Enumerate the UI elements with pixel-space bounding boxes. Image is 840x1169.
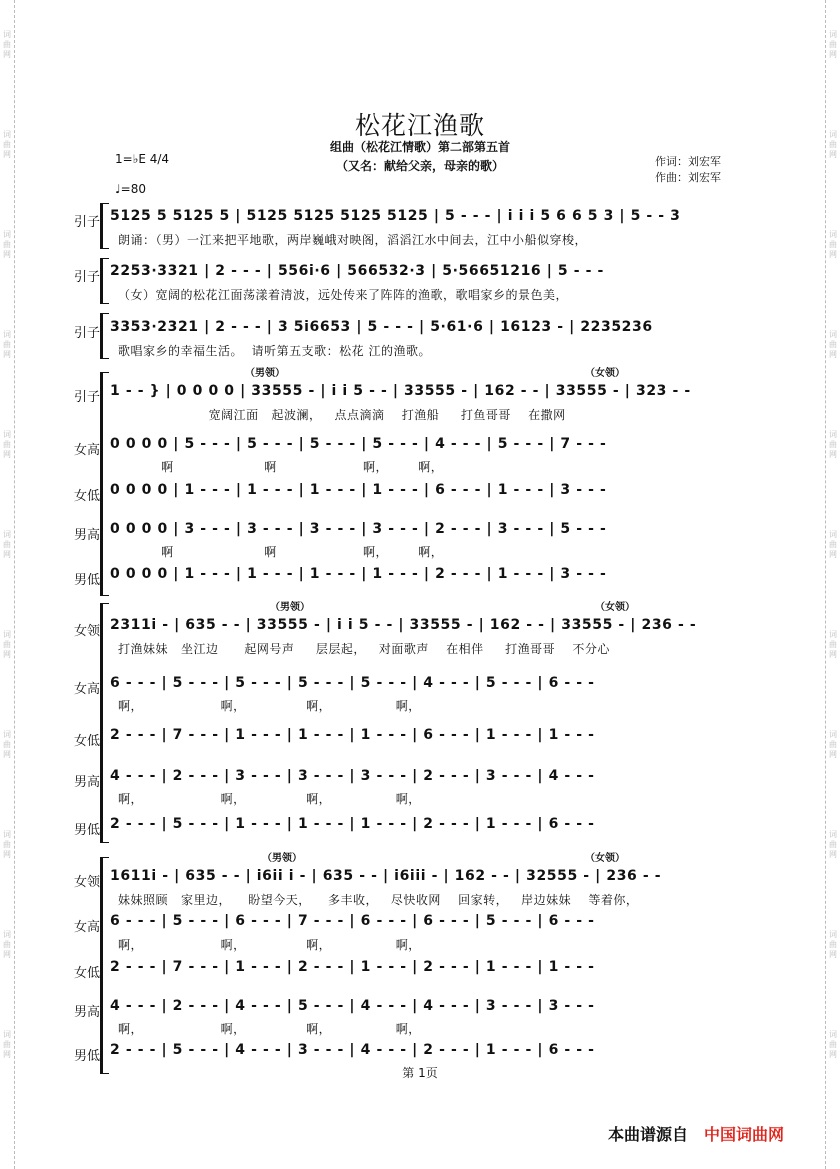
part-label: 男低 bbox=[73, 1049, 100, 1064]
watermark-right: 词曲网 bbox=[829, 330, 837, 359]
lyric-row: 妹妹照顾 家里边， 盼望今天， 多丰收， 尽快收网 回家转， 岸边妹妹 等着你， bbox=[118, 893, 639, 907]
watermark-right: 词曲网 bbox=[829, 730, 837, 759]
notation-row: 6 - - - | 5 - - - | 5 - - - | 5 - - - | 5 - - - | 4 - - - | 5 - - - | 6 - - - bbox=[110, 675, 595, 691]
part-label: 女低 bbox=[73, 489, 100, 504]
part-label: 引子 bbox=[73, 215, 100, 230]
part-label: 女领 bbox=[73, 624, 100, 639]
right-margin-strip bbox=[825, 0, 840, 1169]
watermark-left: 词曲网 bbox=[3, 230, 11, 259]
part-label: 女高 bbox=[73, 920, 100, 935]
notation-row: 2311i - | 635 - - | 33555 - | i i 5 - - | 33555 - | 162 - - | 33555 - | 236 - - bbox=[110, 617, 697, 633]
system-bracket bbox=[100, 857, 109, 1074]
notation-row: 2253·3321 | 2 - - - | 556i·6 | 566532·3 | 5·56651216 | 5 - - - bbox=[110, 263, 604, 279]
notation-row: 3353·2321 | 2 - - - | 3 5i6653 | 5 - - - | 5·61·6 | 16123 - | 2235236 bbox=[110, 319, 653, 335]
watermark-left: 词曲网 bbox=[3, 730, 11, 759]
part-label: 女领 bbox=[73, 875, 100, 890]
watermark-right: 词曲网 bbox=[829, 630, 837, 659]
notation-row: 1 - - } | 0 0 0 0 | 33555 - | i i 5 - - | 33555 - | 162 - - | 33555 - | 323 - - bbox=[110, 383, 691, 399]
notation-row: 2 - - - | 5 - - - | 1 - - - | 1 - - - | 1 - - - | 2 - - - | 1 - - - | 6 - - - bbox=[110, 816, 595, 832]
lyric-row: 啊， 啊， 啊， 啊， bbox=[118, 792, 421, 806]
system-bracket bbox=[100, 258, 109, 304]
part-label: 男低 bbox=[73, 573, 100, 588]
lyric-row: 打渔妹妹 坐江边 起网号声 层层起， 对面歌声 在相伴 打渔哥哥 不分心 bbox=[118, 642, 610, 656]
notation-row: 2 - - - | 5 - - - | 4 - - - | 3 - - - | 4 - - - | 2 - - - | 1 - - - | 6 - - - bbox=[110, 1042, 595, 1058]
notation-row: 2 - - - | 7 - - - | 1 - - - | 2 - - - | 1 - - - | 2 - - - | 1 - - - | 1 - - - bbox=[110, 959, 595, 975]
lyric-row: 啊， 啊， 啊， 啊， bbox=[118, 938, 421, 952]
watermark-right: 词曲网 bbox=[829, 830, 837, 859]
source-brand-link[interactable]: 中国词曲网 bbox=[704, 1125, 785, 1144]
notation-row: 5125 5 5125 5 | 5125 5125 5125 5125 | 5 - - - | i i i 5 6 6 5 3 | 5 - - 3 bbox=[110, 208, 681, 224]
part-label: 男高 bbox=[73, 528, 100, 543]
part-label: 男高 bbox=[73, 775, 100, 790]
notation-row: 4 - - - | 2 - - - | 4 - - - | 5 - - - | 4 - - - | 4 - - - | 3 - - - | 3 - - - bbox=[110, 998, 595, 1014]
lyric-row: 啊 啊 啊， 啊， bbox=[118, 545, 444, 559]
source-credit bbox=[608, 1122, 784, 1145]
lyric-row: 歌唱家乡的幸福生活。 请听第五支歌：松花 江的渔歌。 bbox=[118, 344, 431, 358]
watermark-right: 词曲网 bbox=[829, 230, 837, 259]
score-title: 松花江渔歌 bbox=[354, 111, 485, 140]
watermark-left: 词曲网 bbox=[3, 630, 11, 659]
male-lead-label: （男领） bbox=[245, 368, 285, 379]
female-lead-label: （女领） bbox=[595, 602, 635, 613]
male-lead-label: （男领） bbox=[270, 602, 310, 613]
watermark-left: 词曲网 bbox=[3, 130, 11, 159]
part-label: 女高 bbox=[73, 682, 100, 697]
left-margin-strip bbox=[0, 0, 15, 1169]
watermark-left: 词曲网 bbox=[3, 330, 11, 359]
part-label: 引子 bbox=[73, 326, 100, 341]
watermark-left: 词曲网 bbox=[3, 430, 11, 459]
part-label: 男低 bbox=[73, 823, 100, 838]
watermark-right: 词曲网 bbox=[829, 1030, 837, 1059]
lyric-row: 宽阔江面 起波澜， 点点滴滴 打渔船 打鱼哥哥 在撒网 bbox=[118, 408, 566, 422]
page-number: 第 1页 bbox=[402, 1066, 438, 1080]
watermark-left: 词曲网 bbox=[3, 30, 11, 59]
notation-row: 0 0 0 0 | 1 - - - | 1 - - - | 1 - - - | 1 - - - | 6 - - - | 1 - - - | 3 - - - bbox=[110, 482, 607, 498]
lyricist-credit: 作词：刘宏军 bbox=[655, 155, 721, 168]
tempo-marking: ♩=80 bbox=[115, 182, 146, 196]
part-label: 引子 bbox=[73, 390, 100, 405]
notation-row: 0 0 0 0 | 3 - - - | 3 - - - | 3 - - - | 3 - - - | 2 - - - | 3 - - - | 5 - - - bbox=[110, 521, 607, 537]
watermark-left: 词曲网 bbox=[3, 1030, 11, 1059]
watermark-left: 词曲网 bbox=[3, 930, 11, 959]
male-lead-label: （男领） bbox=[262, 853, 302, 864]
system-bracket bbox=[100, 313, 109, 359]
score-subtitle: 组曲（松花江情歌）第二部第五首 bbox=[329, 140, 510, 154]
lyric-row: 啊， 啊， 啊， 啊， bbox=[118, 699, 421, 713]
part-label: 女低 bbox=[73, 966, 100, 981]
source-prefix: 本曲谱源自 bbox=[608, 1125, 689, 1144]
watermark-right: 词曲网 bbox=[829, 30, 837, 59]
female-lead-label: （女领） bbox=[585, 368, 625, 379]
notation-row: 1611i - | 635 - - | i6ii i - | 635 - - | i6iii - | 162 - - | 32555 - | 236 - - bbox=[110, 868, 662, 884]
watermark-right: 词曲网 bbox=[829, 130, 837, 159]
part-label: 男高 bbox=[73, 1005, 100, 1020]
notation-row: 4 - - - | 2 - - - | 3 - - - | 3 - - - | 3 - - - | 2 - - - | 3 - - - | 4 - - - bbox=[110, 768, 595, 784]
female-lead-label: （女领） bbox=[585, 853, 625, 864]
lyric-row: 朗诵：（男）一江来把平地歌，两岸巍峨对映阁，滔滔江水中间去，江中小船似穿梭， bbox=[118, 233, 588, 247]
notation-row: 6 - - - | 5 - - - | 6 - - - | 7 - - - | 6 - - - | 6 - - - | 5 - - - | 6 - - - bbox=[110, 913, 595, 929]
watermark-left: 词曲网 bbox=[3, 830, 11, 859]
watermark-right: 词曲网 bbox=[829, 930, 837, 959]
lyric-row: （女）宽阔的松花江面荡漾着清波，远处传来了阵阵的渔歌，歌唱家乡的景色美， bbox=[118, 288, 569, 302]
key-signature: 1=♭E 4/4 bbox=[115, 152, 170, 166]
notation-row: 0 0 0 0 | 5 - - - | 5 - - - | 5 - - - | 5 - - - | 4 - - - | 5 - - - | 7 - - - bbox=[110, 436, 607, 452]
system-bracket bbox=[100, 603, 109, 843]
composer-credit: 作曲：刘宏军 bbox=[655, 171, 721, 184]
watermark-right: 词曲网 bbox=[829, 430, 837, 459]
part-label: 女高 bbox=[73, 443, 100, 458]
system-bracket bbox=[100, 203, 109, 249]
system-bracket bbox=[100, 372, 109, 596]
part-label: 引子 bbox=[73, 270, 100, 285]
notation-row: 2 - - - | 7 - - - | 1 - - - | 1 - - - | 1 - - - | 6 - - - | 1 - - - | 1 - - - bbox=[110, 727, 595, 743]
lyric-row: 啊 啊 啊， 啊， bbox=[118, 460, 444, 474]
part-label: 女低 bbox=[73, 734, 100, 749]
notation-row: 0 0 0 0 | 1 - - - | 1 - - - | 1 - - - | 1 - - - | 2 - - - | 1 - - - | 3 - - - bbox=[110, 566, 607, 582]
watermark-right: 词曲网 bbox=[829, 530, 837, 559]
watermark-left: 词曲网 bbox=[3, 530, 11, 559]
score-alt-title: （又名：献给父亲，母亲的歌） bbox=[335, 159, 504, 173]
lyric-row: 啊， 啊， 啊， 啊， bbox=[118, 1022, 421, 1036]
